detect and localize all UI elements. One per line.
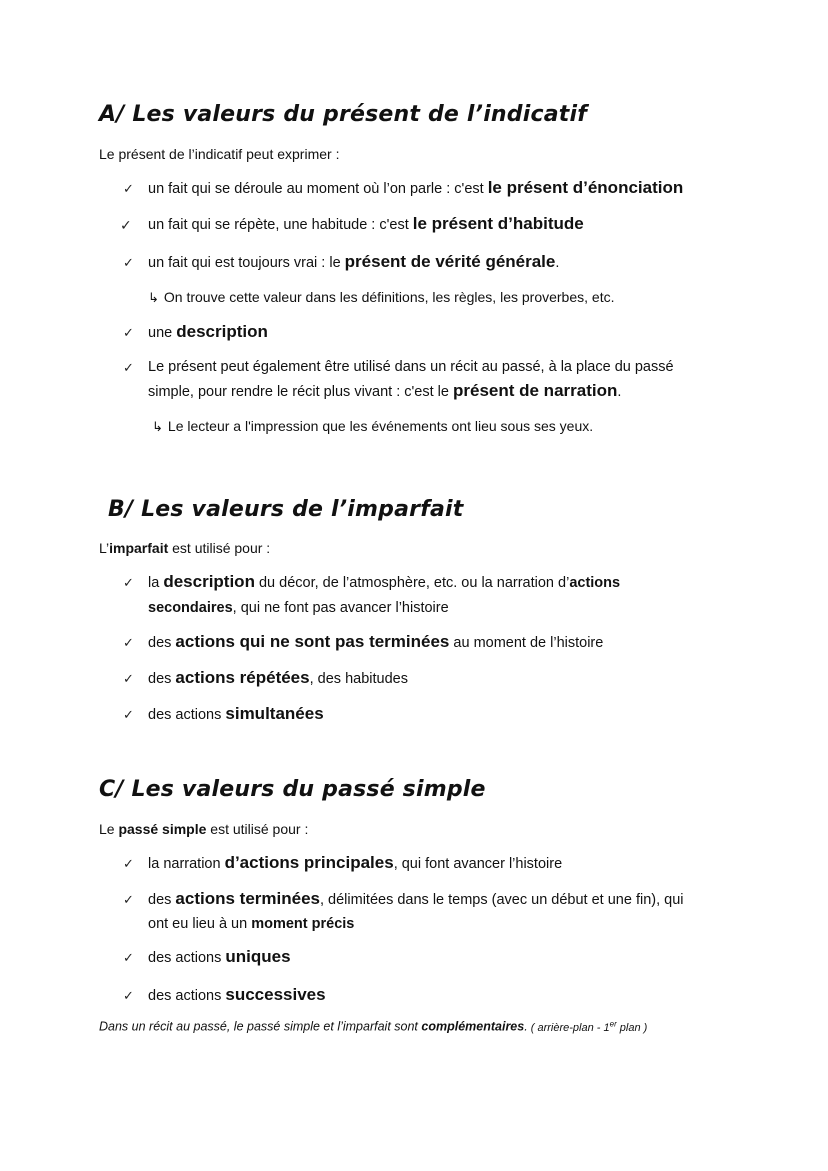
check-icon: ✓ [123,671,134,686]
list-item-continuation: simple, pour rendre le récit plus vivant : c'est le présent de narration. [148,381,622,400]
section-c-title: C/ Les valeurs du passé simple [99,777,486,802]
list-item: un fait qui se répète, une habitude : c'est le présent d’habitude [148,214,584,233]
list-item: des actions successives [148,985,326,1004]
check-icon: ✓ [123,575,134,590]
list-item: des actions uniques [148,947,291,966]
section-b-intro: L’imparfait est utilisé pour : [99,540,271,556]
section-b-title: B/ Les valeurs de l’imparfait [108,497,464,522]
footer-note: Dans un récit au passé, le passé simple et l’imparfait sont complémentaires. ( arrière-plan - 1er plan ) [99,1019,648,1034]
check-icon: ✓ [123,360,134,375]
list-item: des actions répétées, des habitudes [148,668,408,687]
list-item: Le présent peut également être utilisé dans un récit au passé, à la place du passé [148,359,674,375]
check-icon: ✓ [123,255,134,270]
hooked-arrow-icon: ↳ [148,290,159,305]
check-icon: ✓ [120,217,132,233]
list-item: une description [148,322,268,341]
list-item: des actions terminées, délimitées dans le temps (avec un début et une fin), qui [148,889,684,908]
hooked-arrow-icon: ↳ [152,419,163,434]
check-icon: ✓ [123,635,134,650]
check-icon: ✓ [123,950,134,965]
check-icon: ✓ [123,707,134,722]
section-a-title: A/ Les valeurs du présent de l’indicatif [99,102,588,127]
section-c-intro: Le passé simple est utilisé pour : [99,821,309,837]
check-icon: ✓ [123,181,134,196]
list-item: des actions qui ne sont pas terminées au moment de l’histoire [148,632,604,651]
check-icon: ✓ [123,892,134,907]
note: ↳ On trouve cette valeur dans les définitions, les règles, les proverbes, etc. [148,289,615,305]
list-item: un fait qui est toujours vrai : le présent de vérité générale. [148,252,560,271]
list-item: la description du décor, de l’atmosphère, etc. ou la narration d’actions [148,572,621,591]
list-item-continuation: secondaires, qui ne font pas avancer l’histoire [148,600,449,616]
list-item: un fait qui se déroule au moment où l’on parle : c'est le présent d’énonciation [148,178,684,197]
check-icon: ✓ [123,325,134,340]
check-icon: ✓ [123,988,134,1003]
list-item: la narration d’actions principales, qui font avancer l’histoire [148,853,563,872]
check-icon: ✓ [123,856,134,871]
list-item-continuation: ont eu lieu à un moment précis [148,916,355,932]
list-item: des actions simultanées [148,704,324,723]
section-a-intro: Le présent de l’indicatif peut exprimer : [99,146,340,162]
note: ↳ Le lecteur a l'impression que les événements ont lieu sous ses yeux. [152,418,594,434]
